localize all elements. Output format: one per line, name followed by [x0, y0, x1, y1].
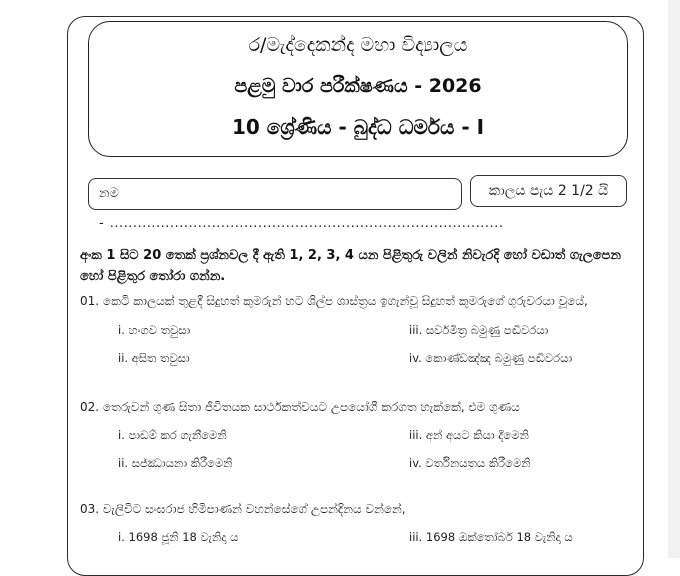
- q3-option-3: iii. 1698 ඔක්තෝබර් 18 වැනිදා ය: [409, 530, 573, 544]
- q2-option-3: iii. අන් අයට කියා දීමෙනි: [409, 428, 529, 442]
- school-name: ර/මැද්දෙකන්ද මහා විද්‍යාලය: [248, 34, 468, 56]
- q1-option-3: iii. සර්වමිත්‍ර බමුණු පඬිවරයා: [409, 323, 549, 337]
- exam-title: පළමු වාර පරීක්ෂණය - 2026: [234, 75, 482, 97]
- name-dots: .....................................................................................: [109, 216, 504, 231]
- question-3: 03. වැලිවිට සංඝරාජ හිමිපාණන් වහන්සේගේ උපන්දිනය වන්නේ,: [80, 502, 406, 516]
- time-allowed: කාලය පැය 2 1/2 යි: [470, 175, 627, 207]
- q1-option-4: iv. කොණ්ඩඤ්ඤ බමුණු පඬිවරයා: [409, 351, 573, 365]
- q3-option-1: i. 1698 ජූනි 18 වැනිදා ය: [118, 530, 239, 544]
- q1-option-2: ii. අසිත තවුසා: [118, 351, 190, 365]
- paper-header: [88, 21, 628, 157]
- q2-option-2: ii. සජ්ඣායනා කිරීමෙනි: [118, 456, 233, 470]
- instructions: අංක 1 සිට 20 තෙක් ප්‍රශ්නවල දී ඇති 1, 2, 3, 4 යන පිළිතුරු වලින් නිවැරදි හෝ වඩාත් ගැලපෙන හෝ පිළිතුර තෝරා ගන්න.: [80, 248, 621, 284]
- question-2: 02. තෙරුවන් ගුණ සිතා ජීවිතයක සාර්ථකත්වයට උපයෝගී කරගත හැක්කේ, එම ගුණය: [80, 400, 520, 414]
- name-field[interactable]: [88, 178, 504, 231]
- q2-option-1: i. පාඩම් කර ගැනීමෙනි: [118, 428, 227, 442]
- grade-subject: 10 ශ්‍රේණිය - බුද්ධ ධර්මය - I: [231, 115, 485, 139]
- q2-option-4: iv. වර්තිනයතය කිරීමෙනි: [409, 456, 531, 470]
- q1-option-1: i. හංගව තවුසා: [118, 323, 191, 337]
- page-edge: [668, 0, 680, 558]
- question-1: 01. කෙටි කාලයක් තුළදී සිදුහත් කුමරුන් හට ශිල්ප ශාස්ත්‍රය ඉගැන්වූ සිදුහත් කුමරුගේ ගුරුවරයා වූයේ,: [80, 294, 588, 308]
- name-label: නම -: [99, 186, 119, 231]
